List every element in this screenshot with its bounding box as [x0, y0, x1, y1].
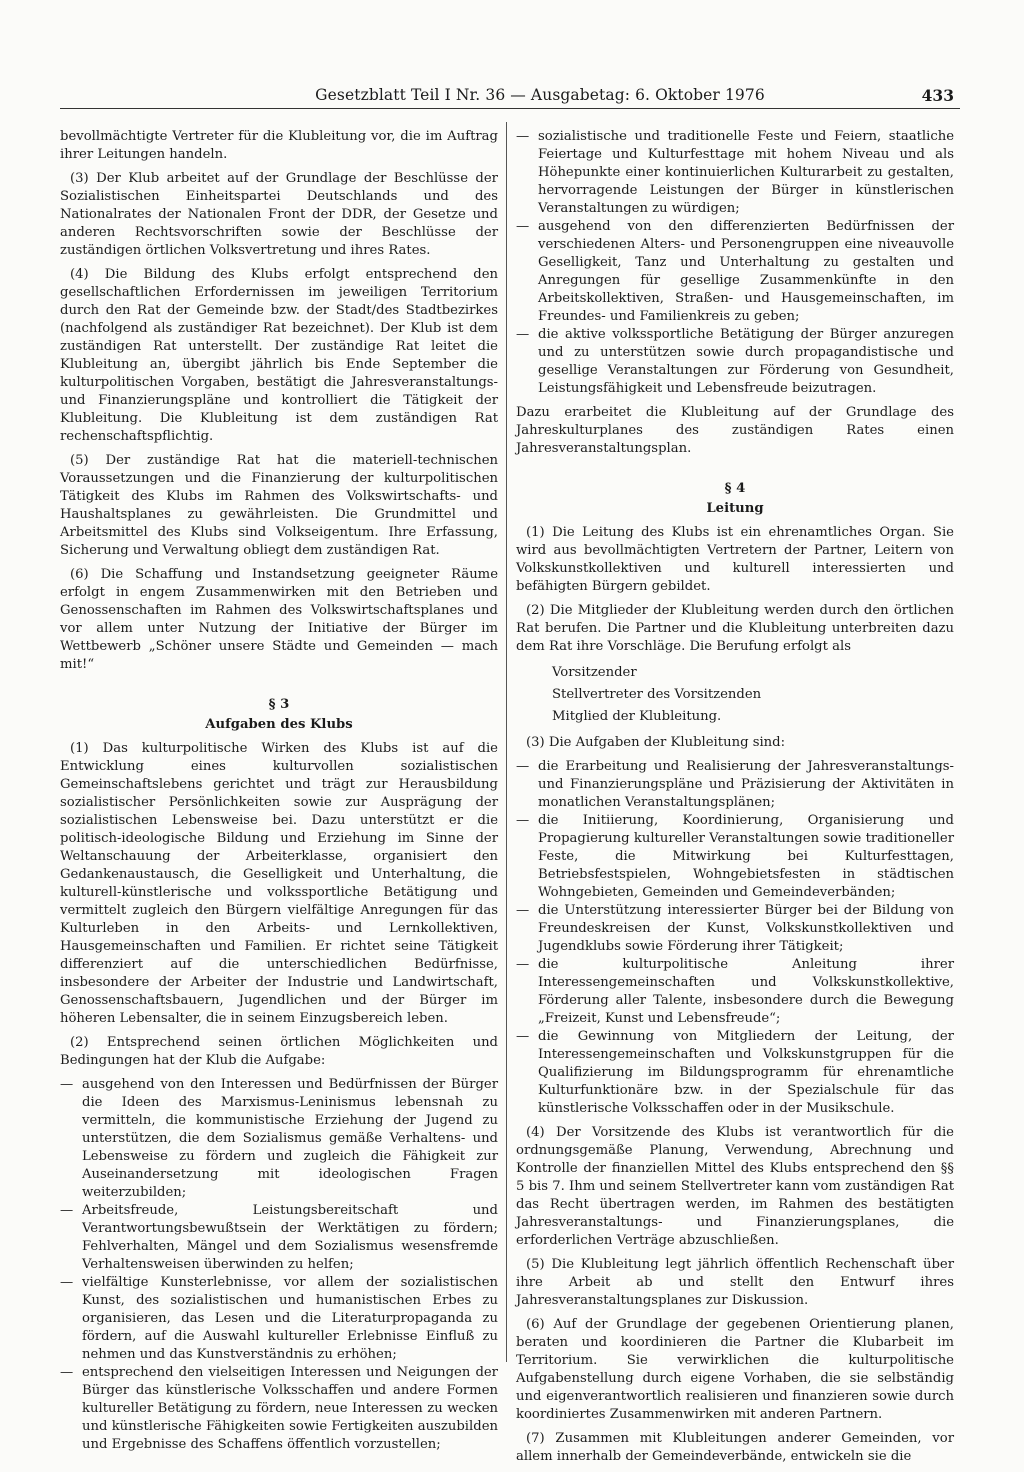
list-item: — die Gewinnung von Mitgliedern der Leitung, der Interessengemeinschaften und Volkskunstgruppen für die Qualifizierung im Bildungsprogramm für ehrenamtliche Kulturfunktionäre bzw. in der Spezialschule für das künstlerische Volksschaffen oder in der Musikschule. [516, 1028, 954, 1118]
column-divider [506, 122, 507, 1362]
section-3-paragraph-2: (2) Entsprechend seinen örtlichen Möglichkeiten und Bedingungen hat der Klub die Aufgabe: [60, 1035, 498, 1068]
section-4-paragraph-6: (6) Auf der Grundlage der gegebenen Orientierung planen, beraten und koordinieren die Partner die Klubarbeit im Territorium. Sie verwirklichen die kulturpolitische Aufgabenstellung durch eigene Vorhaben, die sie selbständig und eigenverantwortlich realisieren und finanzieren sowie durch koordiniertes Zusammenwirken mit anderen Partnern. [516, 1317, 954, 1422]
section-3-number: § 3 [268, 697, 290, 712]
list-item: — die Erarbeitung und Realisierung der Jahresveranstaltungs- und Finanzierungspläne und Präzisierung der Aktivitäten in monatlichen Veranstaltungsplänen; [516, 758, 954, 812]
paragraph-3: (3) Der Klub arbeitet auf der Grundlage der Beschlüsse der Sozialistischen Einheitspartei Deutschlands und des Nationalrates der Nationalen Front der DDR, der Gesetze und anderen Rechtsvorschriften sowie der Beschlüsse der zuständigen örtlichen Volksvertretung und ihres Rates. [60, 171, 498, 258]
right-column [516, 128, 954, 1472]
paragraph-4: (4) Die Bildung des Klubs erfolgt entsprechend den gesellschaftlichen Erfordernissen im jeweiligen Territorium durch den Rat der Gemeinde bzw. der Stadt/des Stadtbezirkes (nachfolgend als zuständiger Rat bezeichnet). Der Klub ist dem zuständigen Rat unterstellt. Der zuständige Rat leitet die Klubleitung an, übergibt jährlich bis Ende September die kulturpolitischen Vorgaben, bestätigt die Jahresveranstaltungs- und Finanzierungspläne und kontrolliert die Tätigkeit der Klubleitung. Die Klubleitung ist dem zuständigen Rat rechenschaftspflichtig. [60, 267, 498, 444]
list-item: — die Initiierung, Koordinierung, Organisierung und Propagierung kultureller Veranstaltungen sowie traditioneller Feste, die Mitwirkung bei Kulturfesttagen, Betriebsfestspielen, Wohngebietsfesten in städtischen Wohngebieten, Gemeinden und Gemeindeverbänden; [516, 812, 954, 902]
section-4-paragraph-7: (7) Zusammen mit Klubleitungen anderer Gemeinden, vor allem innerhalb der Gemeindeverbände, entwickeln sie die [516, 1431, 954, 1464]
role-list [552, 662, 954, 728]
role-item: Mitglied der Klubleitung. [552, 709, 722, 724]
section-4-paragraph-5: (5) Die Klubleitung legt jährlich öffentlich Rechenschaft über ihre Arbeit ab und stellt den Entwurf ihres Jahresveranstaltungsplanes zur Diskussion. [516, 1257, 954, 1308]
section-4-title: Leitung [706, 501, 764, 516]
page-header [60, 86, 960, 110]
role-item: Stellvertreter des Vorsitzenden [552, 687, 762, 702]
section-3-title: Aufgaben des Klubs [205, 717, 353, 732]
section-3-task-list-continued [516, 128, 954, 398]
list-item: — die aktive volkssportliche Betätigung der Bürger anzuregen und zu unterstützen sowie durch propagandistische und gesellige Veranstaltungen zur Förderung von Gesundheit, Leistungsfähigkeit und Lebensfreude beizutragen. [516, 326, 954, 398]
header-title: Gesetzblatt Teil I Nr. 36 — Ausgabetag: 6. Oktober 1976 [315, 86, 765, 104]
paragraph-5: (5) Der zuständige Rat hat die materiell-technischen Voraussetzungen und die Finanzierung der kulturpolitischen Tätigkeit des Klubs im Rahmen des Volkswirtschafts- und Haushaltsplanes zu gewährleisten. Die Grundmittel und Arbeitsmittel des Klubs sind Volkseigentum. Ihre Erfassung, Sicherung und Verwaltung obliegt dem zuständigen Rat. [60, 453, 498, 558]
section-4-paragraph-3: (3) Die Aufgaben der Klubleitung sind: [526, 735, 786, 750]
section-4-paragraph-2: (2) Die Mitglieder der Klubleitung werden durch den örtlichen Rat berufen. Die Partner und die Klubleitung unterbreiten dazu dem Rat ihre Vorschläge. Die Berufung erfolgt als [516, 603, 954, 654]
left-column [60, 128, 498, 1460]
list-item: — sozialistische und traditionelle Feste und Feiern, staatliche Feiertage und Kulturfesttage mit hohem Niveau und als Höhepunkte einer kontinuierlichen Kulturarbeit zu gestalten, hervorragende Leistungen der Bürger in künstlerischen Veranstaltungen zu würdigen; [516, 128, 954, 218]
list-item: — entsprechend den vielseitigen Interessen und Neigungen der Bürger das künstlerische Volksschaffen und andere Formen kultureller Betätigung zu fördern, neue Interessen zu wecken und künstlerische Fähigkeiten sowie Fertigkeiten auszubilden und Ergebnisse des Schaffens öffentlich vorzustellen; [60, 1364, 498, 1454]
section-4-paragraph-1: (1) Die Leitung des Klubs ist ein ehrenamtliches Organ. Sie wird aus bevollmächtigten Vertretern der Partner, Leitern von Volkskunstkollektiven und kulturell interessierten und befähigten Bürgern gebildet. [516, 525, 954, 594]
section-3-paragraph-1: (1) Das kulturpolitische Wirken des Klubs ist auf die Entwicklung eines kulturvollen sozialistischen Gemeinschaftslebens gerichtet und trägt zur Herausbildung sozialistischer Persönlichkeiten sowie zur Ausprägung der sozialistischen Lebensweise bei. Dazu unterstützt er die politisch-ideologische Bildung und Erziehung im Sinne der Weltanschauung der Arbeiterklasse, organisiert den Gedankenaustausch, die Geselligkeit und Unterhaltung, die kulturell-künstlerische und volkssportliche Betätigung und vermittelt zugleich den Bürgern vielfältige Anregungen für das Kulturleben in den Arbeits- und Lernkollektiven, Hausgemeinschaften und Familien. Er richtet seine Tätigkeit differenziert auf die unterschiedlichen Bedürfnisse, insbesondere der Arbeiter der Industrie und Landwirtschaft, Genossenschaftsbauern, Jugendlichen und der Bürger im höheren Lebensalter, die in seinem Einzugsbereich leben. [60, 741, 498, 1026]
list-item: — die kulturpolitische Anleitung ihrer Interessengemeinschaften und Volkskunstkollektive, Förderung aller Talente, insbesondere durch die Bewegung „Freizeit, Kunst und Lebensfreude“; [516, 956, 954, 1028]
header-rule [60, 108, 960, 109]
section-3-task-list [60, 1076, 498, 1454]
list-item: — ausgehend von den differenzierten Bedürfnissen der verschiedenen Alters- und Personengruppen eine niveauvolle Geselligkeit, Tanz und Unterhaltung zu gestalten und Anregungen für gesellige Zusammenkünfte in den Arbeitskollektiven, Straßen- und Hausgemeinschaften, im Freundes- und Familienkreis zu geben; [516, 218, 954, 326]
list-item: — vielfältige Kunsterlebnisse, vor allem der sozialistischen Kunst, des sozialistischen und humanistischen Erbes zu organisieren, das Lesen und die Literaturpropaganda zu fördern, auf die Auswahl kultureller Erlebnisse Einfluß zu nehmen und das Kunstverständnis zu erhöhen; [60, 1274, 498, 1364]
paragraph-6: (6) Die Schaffung und Instandsetzung geeigneter Räume erfolgt in engem Zusammenwirken mit den Betrieben und Genossenschaften im Rahmen des Volkswirtschaftsplanes und vor allem unter Nutzung der Initiative der Bürger im Wettbewerb „Schöner unsere Städte und Gemeinden — mach mit!“ [60, 567, 498, 672]
list-item: — die Unterstützung interessierter Bürger bei der Bildung von Freundeskreisen der Kunst, Volkskunstkollektiven und Jugendklubs sowie Förderung ihrer Tätigkeit; [516, 902, 954, 956]
section-4-paragraph-4: (4) Der Vorsitzende des Klubs ist verantwortlich für die ordnungsgemäße Planung, Verwendung, Abrechnung und Kontrolle der finanziellen Mittel des Klubs entsprechend den §§ 5 bis 7. Ihm und seinem Stellvertreter kann vom zuständigen Rat das Recht übertragen werden, im Rahmen des bestätigten Jahresveranstaltungs- und Finanzierungsplanes, die erforderlichen Verträge abzuschließen. [516, 1125, 954, 1248]
page-number: 433 [921, 86, 954, 105]
section-4-number: § 4 [724, 481, 746, 496]
role-item: Vorsitzender [552, 665, 637, 680]
paragraph-intro: bevollmächtigte Vertreter für die Klubleitung vor, die im Auftrag ihrer Leitungen handeln. [60, 129, 498, 162]
list-item: — Arbeitsfreude, Leistungsbereitschaft und Verantwortungsbewußtsein der Werktätigen zu fördern; Fehlverhalten, Mängel und dem Sozialismus wesensfremde Verhaltensweisen überwinden zu helfen; [60, 1202, 498, 1274]
paragraph-plan: Dazu erarbeitet die Klubleitung auf der Grundlage des Jahreskulturplanes des zuständigen Rates einen Jahresveranstaltungsplan. [516, 405, 954, 456]
section-4-task-list [516, 758, 954, 1118]
list-item: — ausgehend von den Interessen und Bedürfnissen der Bürger die Ideen des Marxismus-Leninismus lebensnah zu vermitteln, die kommunistische Erziehung der Jugend zu unterstützen, die dem Sozialismus gemäße Verhaltens- und Lebensweise zu fördern und zugleich die Fähigkeit zur Auseinandersetzung mit ideologischen Fragen weiterzubilden; [60, 1076, 498, 1202]
